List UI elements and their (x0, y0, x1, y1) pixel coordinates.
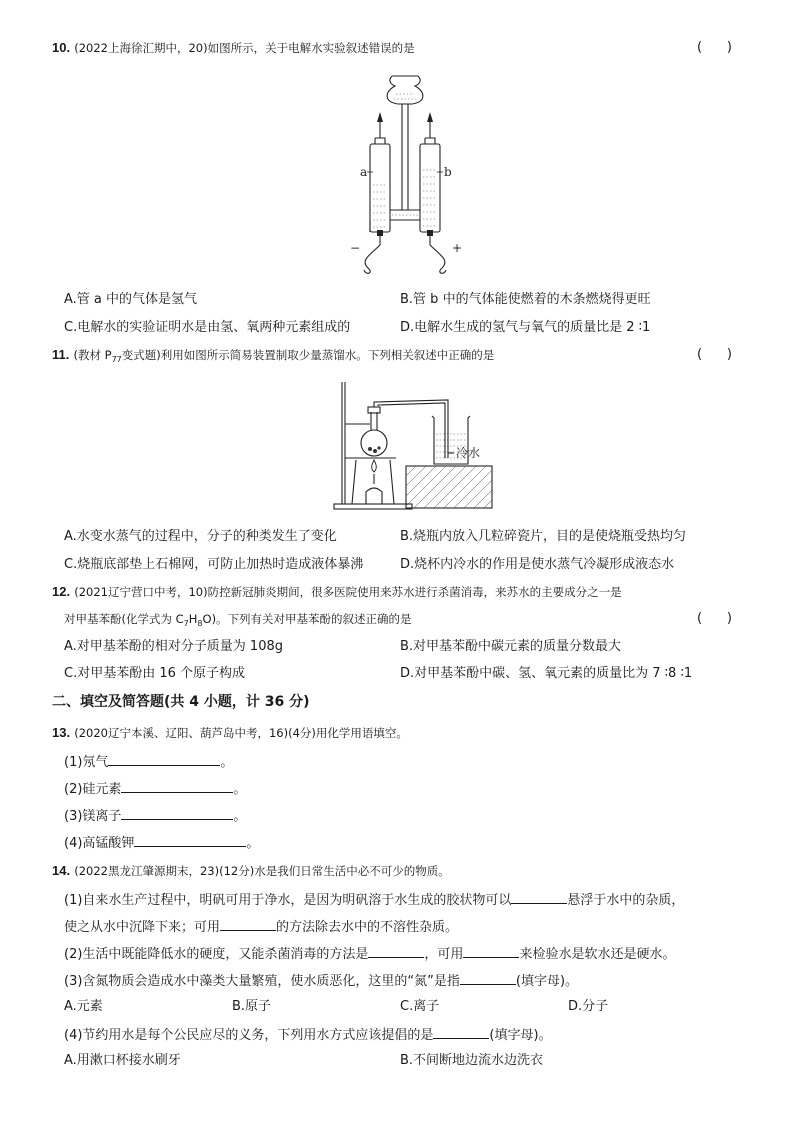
q12-option-c: C.对甲基苯酚由 16 个原子构成 (64, 666, 246, 681)
q11-option-c: C.烧瓶底部垫上石棉网，可防止加热时造成液体暴沸 (64, 557, 364, 572)
q14-p3-option-c: C.离子 (400, 999, 440, 1014)
q14-blank-1 (511, 890, 567, 904)
q14-p3-option-a: A.元素 (64, 999, 103, 1014)
q10-stem (52, 39, 415, 58)
q14-part-1-line-1 (64, 890, 684, 910)
q14-p3-text-b: (填字母)。 (515, 974, 579, 989)
q13-item-4-label: (4)高锰酸钾 (64, 836, 135, 851)
q13-blank-4 (134, 833, 246, 847)
q13-item-2 (64, 779, 246, 799)
q14-p2-text-b: ，可用 (424, 947, 464, 962)
q12-text-line-1: (2021辽宁营口中考，10)防控新冠肺炎期间，很多医院使用来苏水进行杀菌消毒，来苏水的主要成分之一是 (74, 585, 622, 599)
q12-text-pre: 对甲基苯酚(化学式为 C (64, 612, 184, 626)
q10-text: (2022上海徐汇期中，20)如图所示，关于电解水实验叙述错误的是 (74, 41, 415, 55)
q13-item-2-label: (2)硅元素 (64, 782, 122, 797)
q14-p3-option-b: B.原子 (232, 999, 272, 1014)
q12-number: 12. (52, 584, 71, 599)
q13-number: 13. (52, 725, 71, 740)
q14-p3-text-a: (3)含氮物质会造成水中藻类大量繁殖，使水质恶化，这里的“氮”是指 (64, 974, 460, 989)
q14-part-2 (64, 944, 675, 964)
q14-stem (52, 862, 450, 881)
q13-blank-1 (108, 752, 220, 766)
q12-answer-paren: ( ) (697, 611, 732, 626)
q14-number: 14. (52, 863, 71, 878)
q11-option-b: B.烧瓶内放入几粒碎瓷片，目的是使烧瓶受热均匀 (400, 529, 687, 544)
negative-terminal-label: − (350, 241, 361, 255)
q11-answer-paren: ( ) (697, 347, 732, 362)
q14-p1-text-c: 使之从水中沉降下来；可用 (64, 920, 221, 935)
q14-blank-4 (463, 944, 519, 958)
q14-text: (2022黑龙江肇源期末，23)(12分)水是我们日常生活中必不可少的物质。 (74, 864, 450, 878)
q12-formula-c-subscript: 7 (183, 619, 189, 628)
q11-page-subscript: 77 (111, 355, 122, 364)
q14-p4-text-b: (填字母)。 (489, 1028, 552, 1043)
q12-text-post: O)。下列有关对甲基苯酚的叙述正确的是 (202, 612, 412, 626)
section-2-heading: 二、填空及简答题(共 4 小题，计 36 分) (52, 694, 310, 710)
q10-number: 10. (52, 40, 71, 55)
q14-p1-text-d: 的方法除去水中的不溶性杂质。 (276, 920, 459, 935)
q11-stem (52, 346, 494, 369)
q14-blank-3 (368, 944, 424, 958)
cold-water-label: 冷水 (456, 446, 481, 460)
q14-p1-text-b: 悬浮于水中的杂质， (567, 893, 685, 908)
q13-text: (2020辽宁本溪、辽阳、葫芦岛中考，16)(4分)用化学用语填空。 (74, 726, 408, 740)
q13-item-3-end: 。 (233, 809, 247, 824)
q14-p4-text-a: (4)节约用水是每个公民应尽的义务，下列用水方式应该提倡的是 (64, 1028, 434, 1043)
q13-item-4 (64, 833, 259, 853)
q13-blank-3 (121, 806, 233, 820)
positive-terminal-label: + (452, 241, 463, 255)
q13-item-4-end: 。 (246, 836, 260, 851)
q13-item-1-label: (1)氖气 (64, 755, 109, 770)
q12-option-a: A.对甲基苯酚的相对分子质量为 108g (64, 639, 283, 654)
q13-item-3-label: (3)镁离子 (64, 809, 122, 824)
q14-part-4 (64, 1025, 552, 1045)
q13-item-2-end: 。 (233, 782, 247, 797)
q14-part-1-line-2 (64, 917, 458, 937)
q12-formula-h: H (188, 612, 198, 626)
q14-p4-option-b: B.不间断地边流水边洗衣 (400, 1053, 544, 1068)
q12-option-d: D.对甲基苯酚中碳、氢、氧元素的质量比为 7 ∶8 ∶1 (400, 666, 693, 681)
tube-label-a: a (360, 165, 368, 179)
q12-stem-line-1 (52, 583, 622, 602)
q11-option-d: D.烧杯内冷水的作用是使水蒸气冷凝形成液态水 (400, 557, 675, 572)
q12-formula-h-subscript: 8 (197, 619, 203, 628)
q12-option-b: B.对甲基苯酚中碳元素的质量分数最大 (400, 639, 622, 654)
q13-item-1 (64, 752, 233, 772)
q14-blank-6 (433, 1025, 489, 1039)
q14-p1-text-a: (1)自来水生产过程中，明矾可用于净水，是因为明矾溶于水生成的胶状物可以 (64, 893, 512, 908)
q14-part-3 (64, 971, 578, 991)
q14-p2-text-a: (2)生活中既能降低水的硬度，又能杀菌消毒的方法是 (64, 947, 369, 962)
q14-blank-5 (460, 971, 516, 985)
q10-option-b: B.管 b 中的气体能使燃着的木条燃烧得更旺 (400, 292, 651, 307)
q13-stem (52, 724, 408, 743)
distillation-apparatus-figure (330, 378, 500, 513)
q14-p2-text-c: 来检验水是软水还是硬水。 (519, 947, 676, 962)
q11-number: 11. (52, 347, 70, 362)
q10-option-a: A.管 a 中的气体是氢气 (64, 292, 198, 307)
q11-text-pre: (教材 P (73, 348, 112, 362)
q14-p3-option-d: D.分子 (568, 999, 609, 1014)
q13-item-1-end: 。 (220, 755, 234, 770)
q11-option-a: A.水变水蒸气的过程中，分子的种类发生了变化 (64, 529, 337, 544)
q14-blank-2 (220, 917, 276, 931)
q10-option-d: D.电解水生成的氢气与氧气的质量比是 2 ∶1 (400, 320, 651, 335)
q10-answer-paren: ( ) (697, 40, 732, 55)
q12-stem-line-2 (64, 610, 412, 633)
electrolysis-apparatus-figure (340, 70, 470, 280)
q14-p4-option-a: A.用漱口杯接水刷牙 (64, 1053, 181, 1068)
q10-option-c: C.电解水的实验证明水是由氢、氧两种元素组成的 (64, 320, 351, 335)
tube-label-b: b (444, 165, 452, 179)
q11-text-post: 变式题)利用如图所示简易装置制取少量蒸馏水。下列相关叙述中正确的是 (121, 348, 495, 362)
q13-item-3 (64, 806, 246, 826)
q13-blank-2 (121, 779, 233, 793)
